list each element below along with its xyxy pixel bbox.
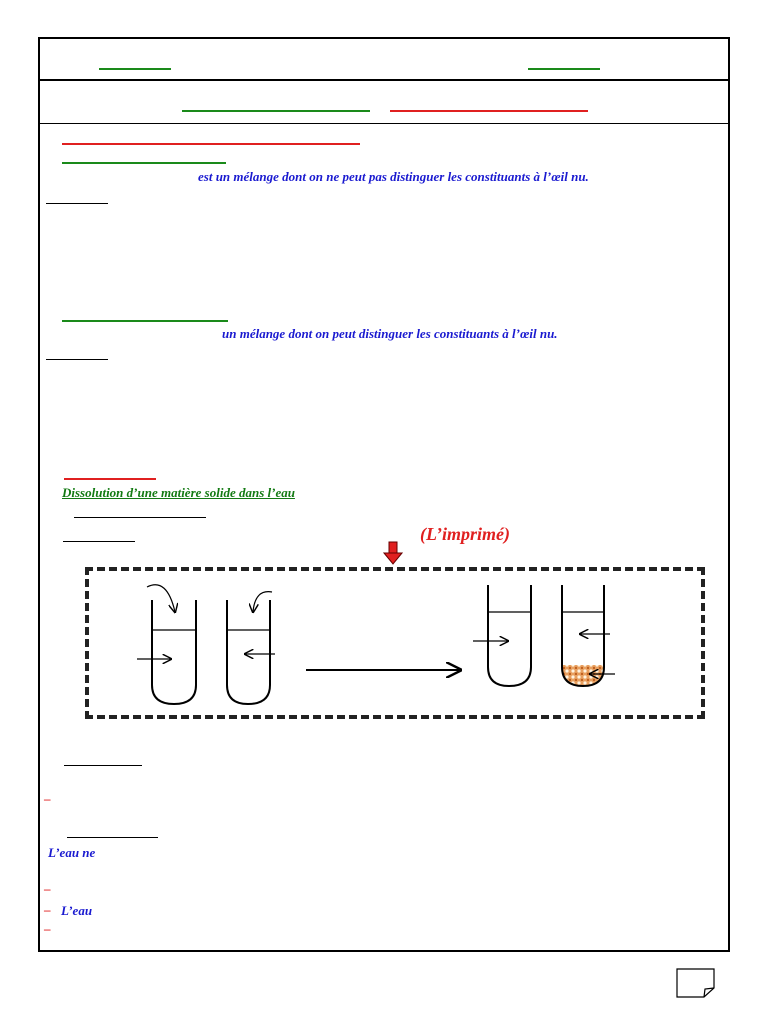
title-blank-red <box>390 110 588 112</box>
test-tube-1 <box>137 585 196 704</box>
test-tube-3 <box>473 585 531 686</box>
document-blank <box>63 541 135 542</box>
conclusion-line-1: L’eau ne <box>48 845 96 860</box>
example-2-blank <box>46 359 108 360</box>
heterogeneous-term-blank <box>62 320 228 322</box>
experience-blank <box>74 517 206 518</box>
header-blank-right <box>528 68 600 70</box>
section-2-heading-blank <box>64 478 156 480</box>
header-blank-left <box>99 68 171 70</box>
conclusion-heading-blank <box>67 837 158 838</box>
experiment-diagram <box>85 567 705 719</box>
conclusion-dash-2: – <box>44 902 51 917</box>
observation-dash: – <box>44 791 51 806</box>
homogeneous-definition: est un mélange dont on ne peut pas distinguer les constituants à l’œil nu. <box>198 169 589 184</box>
dissolution-subtitle: Dissolution d’une matière solide dans l’eau <box>62 485 295 500</box>
folded-page-icon <box>676 968 716 998</box>
observation-heading-blank <box>64 765 142 766</box>
conclusion-dash-3: – <box>44 921 51 936</box>
homogeneous-term-blank <box>62 162 226 164</box>
red-down-arrow-icon <box>383 541 403 565</box>
example-1-blank <box>46 203 108 204</box>
section-1-heading-blank <box>62 143 360 145</box>
test-tube-2 <box>227 592 275 704</box>
conclusion-dash-1: – <box>44 881 51 896</box>
header-divider <box>38 79 730 81</box>
conclusion-line-3: L’eau <box>61 903 93 918</box>
title-blank-green <box>182 110 370 112</box>
document-label: (L’imprimé) <box>420 524 510 544</box>
title-divider <box>38 123 730 124</box>
test-tube-4 <box>562 585 615 686</box>
heterogeneous-definition: un mélange dont on peut distinguer les constituants à l’œil nu. <box>222 326 558 341</box>
